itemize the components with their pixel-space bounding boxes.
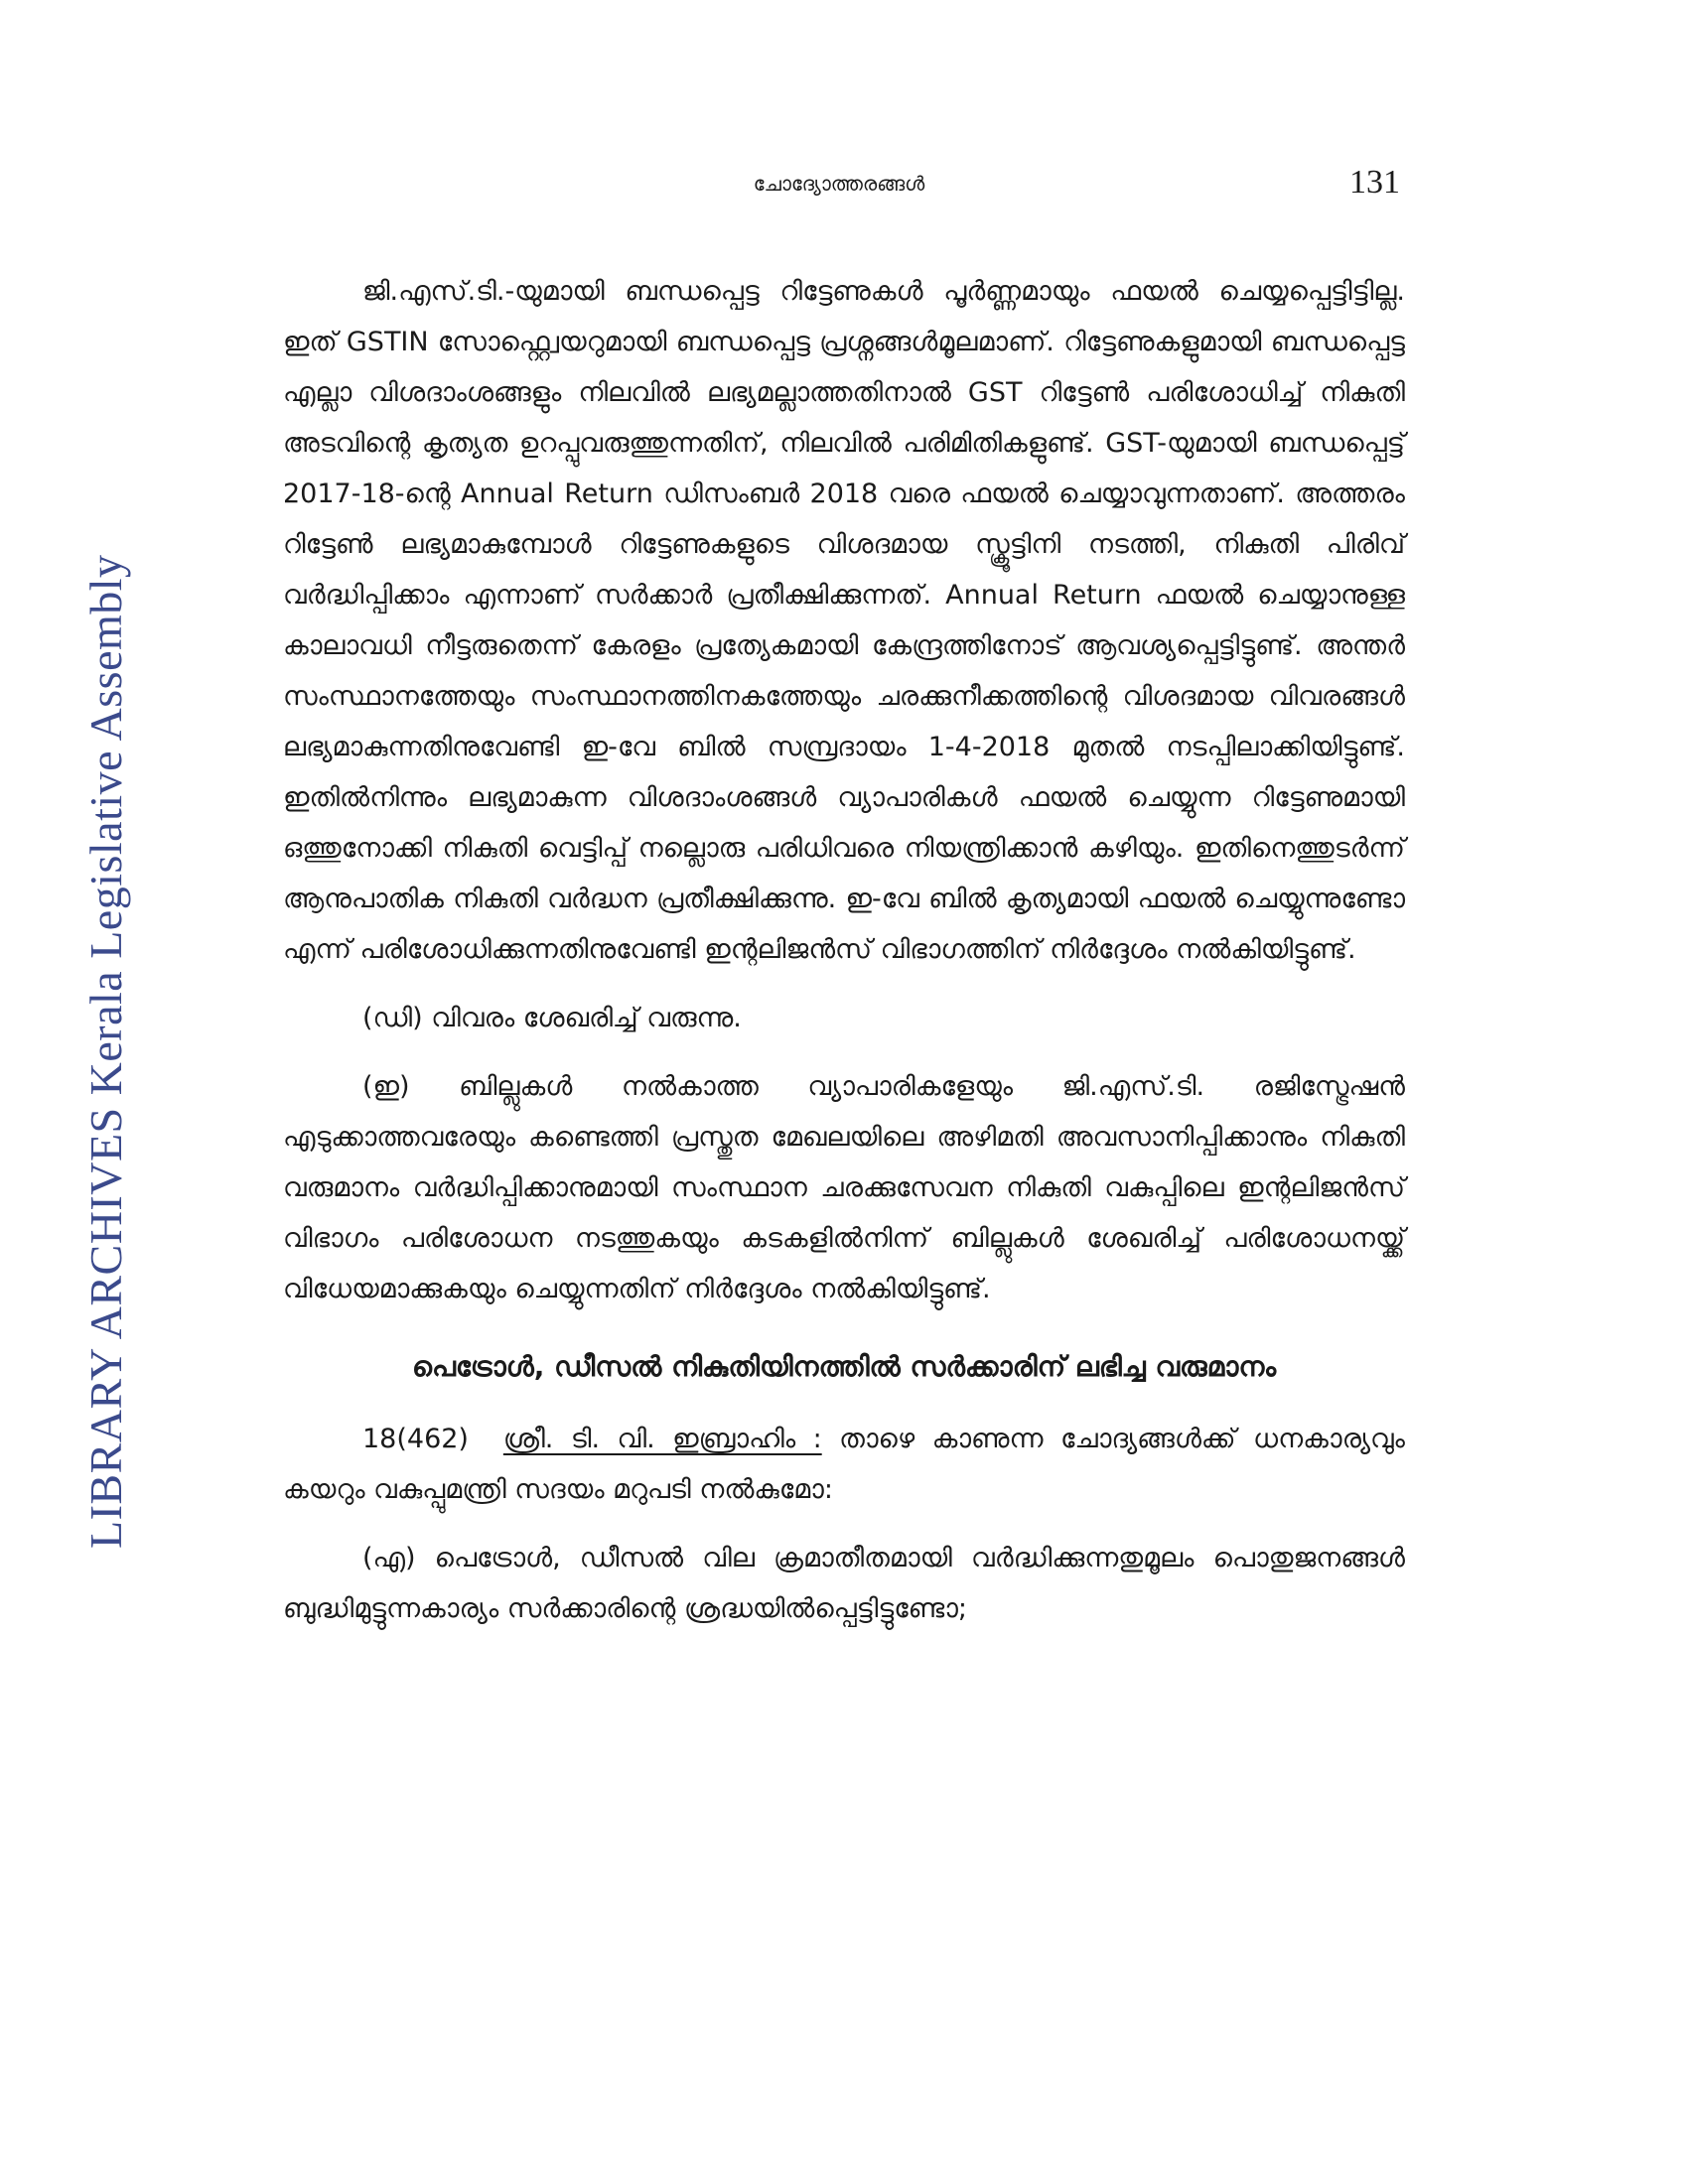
sub-question-a: (എ) പെട്രോൾ, ഡീസൽ വില ക്രമാതീതമായി വർദ്ധിക്കുന്നതുമൂലം പൊതുജനങ്ങൾ ബുദ്ധിമുട്ടുന്നകാര്യം സർക്കാരിന്റെ ശ്രദ്ധയിൽപ്പെട്ടിട്ടുണ്ടോ;	[283, 1543, 1405, 1624]
question-number: 18(462)	[362, 1424, 469, 1454]
page-body	[283, 266, 1405, 1634]
question-text: താഴെ കാണുന്ന ചോദ്യങ്ങൾക്ക് ധനകാര്യവും കയറും വകുപ്പുമന്ത്രി സദയം മറുപടി നൽകുമോ:	[283, 1424, 1405, 1505]
section-heading: പെട്രോൾ, ഡീസൽ നികുതിയിനത്തിൽ സർക്കാരിന് ലഭിച്ച വരുമാനം	[411, 1350, 1277, 1383]
answer-paragraph-gst-returns: ജി.എസ്.ടി.-യുമായി ബന്ധപ്പെട്ട റിട്ടേണുകൾ പൂർണ്ണമായും ഫയൽ ചെയ്യപ്പെട്ടിട്ടില്ല. ഇത് GSTIN സോഫ്റ്റ്വെയറുമായി ബന്ധപ്പെട്ട പ്രശ്നങ്ങൾമൂലമാണ്. റിട്ടേണുകളുമായി ബന്ധപ്പെട്ട എല്ലാ വിശദാംശങ്ങളും നിലവിൽ ലഭ്യമല്ലാത്തതിനാൽ GST റിട്ടേൺ പരിശോധിച്ച് നികുതി അടവിന്റെ കൃത്യത ഉറപ്പുവരുത്തുന്നതിന്, നിലവിൽ പരിമിതികളുണ്ട്. GST-യുമായി ബന്ധപ്പെട്ട് 2017-18-ന്റെ Annual Return ഡിസംബർ 2018 വരെ ഫയൽ ചെയ്യാവുന്നതാണ്. അത്തരം റിട്ടേൺ ലഭ്യമാകുമ്പോൾ റിട്ടേണുകളുടെ വിശദമായ സ്ക്രൂട്ടിനി നടത്തി, നികുതി പിരിവ് വർദ്ധിപ്പിക്കാം എന്നാണ് സർക്കാർ പ്രതീക്ഷിക്കുന്നത്. Annual Return ഫയൽ ചെയ്യാനുള്ള കാലാവധി നീട്ടരുതെന്ന് കേരളം പ്രത്യേകമായി കേന്ദ്രത്തിനോട് ആവശ്യപ്പെട്ടിട്ടുണ്ട്. അന്തർ സംസ്ഥാനത്തേയും സംസ്ഥാനത്തിനകത്തേയും ചരക്കുനീക്കത്തിന്റെ വിശദമായ വിവരങ്ങൾ ലഭ്യമാകുന്നതിനുവേണ്ടി ഇ-വേ ബിൽ സമ്പ്രദായം 1-4-2018 മുതൽ നടപ്പിലാക്കിയിട്ടുണ്ട്. ഇതിൽനിന്നും ലഭ്യമാകുന്ന വിശദാംശങ്ങൾ വ്യാപാരികൾ ഫയൽ ചെയ്യുന്ന റിട്ടേണുമായി ഒത്തുനോക്കി നികുതി വെട്ടിപ്പ് നല്ലൊരു പരിധിവരെ നിയന്ത്രിക്കാൻ കഴിയും. ഇതിനെത്തുടർന്ന് ആനുപാതിക നികുതി വർദ്ധന പ്രതീക്ഷിക്കുന്നു. ഇ-വേ ബിൽ കൃത്യമായി ഫയൽ ചെയ്യുന്നുണ്ടോ എന്ന് പരിശോധിക്കുന്നതിനുവേണ്ടി ഇന്റലിജൻസ് വിഭാഗത്തിന് നിർദ്ദേശം നൽകിയിട്ടുണ്ട്.	[283, 276, 1405, 965]
archive-watermark: LIBRARY ARCHIVES Kerala Legislative Assembly	[80, 554, 131, 1549]
running-header	[278, 164, 1400, 204]
running-title: ചോദ്യോത്തരങ്ങൾ	[753, 172, 925, 196]
question-paragraph	[283, 1414, 1405, 1515]
member-name: ശ്രീ. ടി. വി. ഇബ്രാഹിം :	[502, 1424, 822, 1454]
answer-paragraph-d: (ഡി) വിവരം ശേഖരിച്ച് വരുന്നു.	[362, 1003, 742, 1033]
page-number: 131	[1349, 164, 1400, 201]
answer-paragraph-e: (ഇ) ബില്ലുകൾ നൽകാത്ത വ്യാപാരികളേയും ജി.എസ്.ടി. രജിസ്ട്രേഷൻ എടുക്കാത്തവരേയും കണ്ടെത്തി പ്രസ്തുത മേഖലയിലെ അഴിമതി അവസാനിപ്പിക്കാനും നികുതി വരുമാനം വർദ്ധിപ്പിക്കാനുമായി സംസ്ഥാന ചരക്കുസേവന നികുതി വകുപ്പിലെ ഇന്റലിജൻസ് വിഭാഗം പരിശോധന നടത്തുകയും കടകളിൽനിന്ന് ബില്ലുകൾ ശേഖരിച്ച് പരിശോധനയ്ക്ക് വിധേയമാക്കുകയും ചെയ്യുന്നതിന് നിർദ്ദേശം നൽകിയിട്ടുണ്ട്.	[283, 1071, 1405, 1304]
